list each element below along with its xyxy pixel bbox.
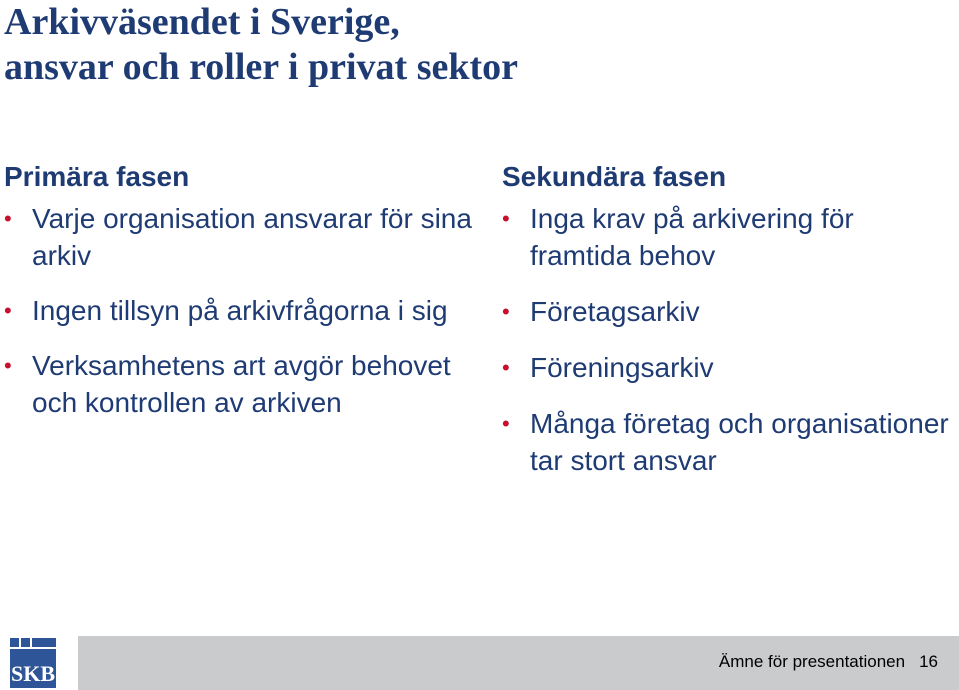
primary-phase-column xyxy=(4,160,484,439)
bullet-icon: • xyxy=(4,353,12,378)
primary-phase-list xyxy=(4,200,484,421)
footer-presentation-topic: Ämne för presentationen xyxy=(718,652,906,671)
page-number: 16 xyxy=(919,652,938,671)
list-item xyxy=(4,292,484,329)
secondary-phase-heading: Sekundära fasen xyxy=(502,161,727,192)
footer xyxy=(719,651,938,673)
list-item xyxy=(502,405,957,479)
list-item-text: Många företag och organisationer tar stort ansvar xyxy=(530,408,949,476)
bullet-icon: • xyxy=(502,411,510,436)
list-item-text: Varje organisation ansvarar för sina arkiv xyxy=(32,203,472,271)
list-item xyxy=(4,347,484,421)
list-item-text: Föreningsarkiv xyxy=(530,352,714,383)
list-item-text: Inga krav på arkivering för framtida behov xyxy=(530,203,854,271)
bullet-icon: • xyxy=(4,298,12,323)
secondary-phase-column xyxy=(502,160,957,498)
logo-lettering: SKB xyxy=(10,661,56,686)
list-item xyxy=(502,349,957,386)
list-item-text: Ingen tillsyn på arkivfrågorna i sig xyxy=(32,295,448,326)
primary-phase-heading: Primära fasen xyxy=(4,161,190,192)
skb-logo-icon xyxy=(8,636,60,690)
list-item xyxy=(4,200,484,274)
bullet-icon: • xyxy=(502,206,510,231)
logo-block-top-right xyxy=(32,638,56,647)
logo-block-top-mid xyxy=(21,638,30,647)
bullet-icon: • xyxy=(502,299,510,324)
title-line-1: Arkivväsendet i Sverige, xyxy=(4,1,400,43)
list-item-text: Företagsarkiv xyxy=(530,296,700,327)
secondary-phase-list xyxy=(502,200,957,479)
title-line-2: ansvar och roller i privat sektor xyxy=(4,46,519,88)
bullet-icon: • xyxy=(502,355,510,380)
list-item-text: Verksamhetens art avgör behovet och kontrollen av arkiven xyxy=(32,350,451,418)
list-item xyxy=(502,200,957,274)
logo-block-top-left xyxy=(10,638,19,647)
list-item xyxy=(502,293,957,330)
bullet-icon: • xyxy=(4,206,12,231)
slide-title xyxy=(4,0,518,90)
